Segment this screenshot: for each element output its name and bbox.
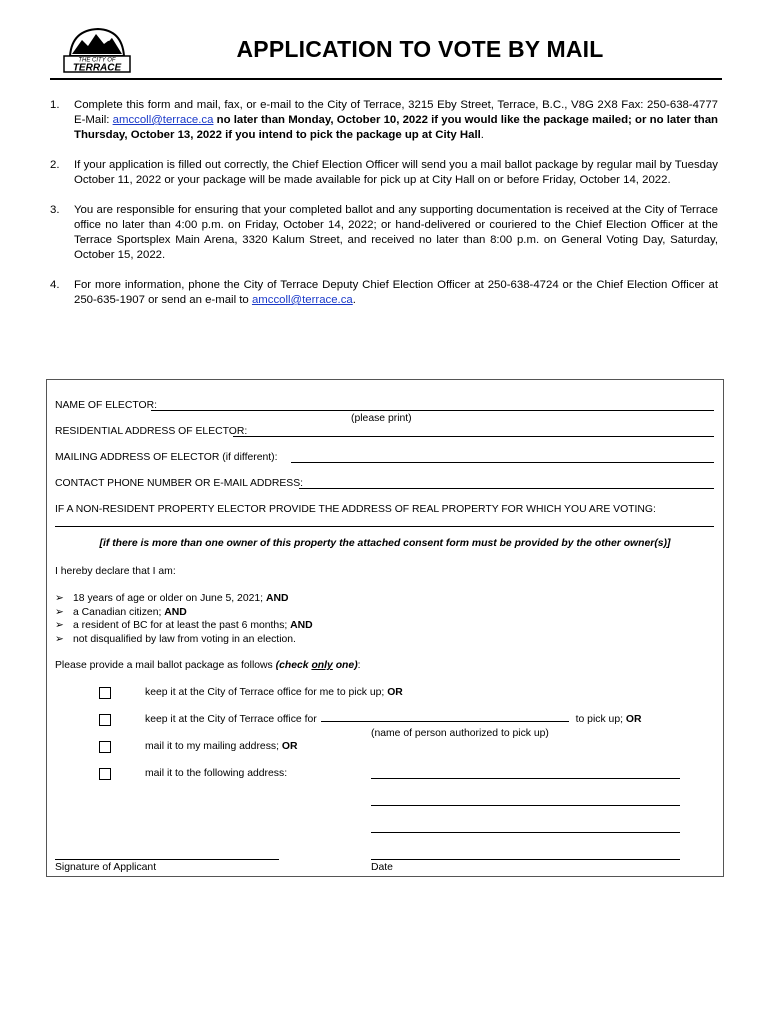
contact-field[interactable] [299, 488, 714, 489]
arrow-bullet-icon: ➢ [55, 606, 64, 618]
option-pickup-self-label: keep it at the City of Terrace office for me to pick up; OR [145, 687, 403, 698]
non-resident-property-field[interactable] [55, 526, 714, 527]
mailing-address-field[interactable] [291, 462, 714, 463]
authorized-person-hint: (name of person authorized to pick up) [371, 728, 549, 739]
delivery-instruction: Please provide a mail ballot package as follows (check only one): [55, 660, 361, 671]
instruction-item-4: 4. For more information, phone the City of Terrace Deputy Chief Election Officer at 250-638-4724 or the Chief Election Officer at 250-635-1907 or send an e-mail to amccoll@terrace.ca. [50, 279, 718, 306]
application-form [46, 379, 724, 877]
option-mail-other-label: mail it to the following address: [145, 768, 288, 779]
eligibility-conditions [55, 592, 313, 646]
option-mail-home-checkbox[interactable] [99, 741, 111, 753]
condition-resident: ➢ a resident of BC for at least the past 6 months; AND [55, 620, 313, 631]
arrow-bullet-icon: ➢ [55, 620, 64, 631]
mailing-address-label: MAILING ADDRESS OF ELECTOR (if different): [55, 452, 278, 463]
alternate-address-line-3[interactable] [371, 832, 680, 833]
instructions-list [50, 98, 718, 323]
owner-consent-notice: [if there is more than one owner of this property the attached consent form must be provided by the other owner(s)] [99, 538, 671, 549]
page-title: APPLICATION TO VOTE BY MAIL [236, 36, 604, 62]
contact-label: CONTACT PHONE NUMBER OR E-MAIL ADDRESS: [55, 478, 304, 489]
condition-age: ➢ 18 years of age or older on June 5, 2021; AND [55, 593, 289, 604]
name-field[interactable] [151, 410, 714, 411]
signature-label: Signature of Applicant [55, 862, 157, 873]
option-pickup-self-checkbox[interactable] [99, 687, 111, 699]
date-label: Date [371, 862, 393, 873]
option-pickup-other-label: keep it at the City of Terrace office for to pick up; OR [145, 714, 642, 725]
condition-not-disqualified: ➢ not disqualified by law from voting in an election. [55, 633, 296, 645]
please-print-hint: (please print) [351, 413, 412, 424]
declaration-heading: I hereby declare that I am: [55, 566, 176, 577]
title-rule [50, 78, 722, 80]
arrow-bullet-icon: ➢ [55, 633, 64, 645]
date-field[interactable] [371, 859, 680, 860]
alternate-address-line-1[interactable] [371, 778, 680, 779]
logo-text-main: TERRACE [72, 62, 122, 74]
instruction-item-2: 2. If your application is filled out correctly, the Chief Election Officer will send you a mail ballot package by regular mail by Tuesday October 11, 2022 or your package will be made available for pick up at City Hall on or before Friday, October 14, 2022. [50, 159, 718, 186]
signature-field[interactable] [55, 859, 279, 860]
condition-citizen: ➢ a Canadian citizen; AND [55, 606, 187, 618]
name-label: NAME OF ELECTOR: [55, 400, 157, 411]
option-mail-home-label: mail it to my mailing address; OR [145, 741, 298, 752]
instruction-item-3: 3. You are responsible for ensuring that your completed ballot and any supporting documentation is received at the City of Terrace office no later than 4:00 p.m. on Friday, October 14, 2022; or hand-delivered or couriered to the Chief Election Officer at the Terrace Sportsplex Main Arena, 3320 Kalum Street, and received no later than 8:00 p.m. on General Voting Day, Saturday, October 15, 2022. [50, 204, 718, 261]
non-resident-label: IF A NON-RESIDENT PROPERTY ELECTOR PROVIDE THE ADDRESS OF REAL PROPERTY FOR WHICH YOU ARE VOTING: [55, 504, 656, 515]
email-link[interactable]: amccoll@terrace.ca [112, 114, 214, 126]
residential-address-label: RESIDENTIAL ADDRESS OF ELECTOR: [55, 426, 248, 437]
logo-text-top: THE CITY OF [78, 57, 116, 64]
option-pickup-other-checkbox[interactable] [99, 714, 111, 726]
city-of-terrace-logo [62, 26, 132, 74]
residential-address-field[interactable] [233, 436, 714, 437]
option-mail-other-checkbox[interactable] [99, 768, 111, 780]
authorized-person-field[interactable] [321, 721, 569, 722]
email-link[interactable]: amccoll@terrace.ca [251, 294, 353, 306]
alternate-address-line-2[interactable] [371, 805, 680, 806]
arrow-bullet-icon: ➢ [55, 593, 64, 604]
instruction-item-1: 1. Complete this form and mail, fax, or e-mail to the City of Terrace, 3215 Eby Street, Terrace, B.C., V8G 2X8 Fax: 250-638-4777 E-Mail: amccoll@terrace.ca no later than Monday, October 10, 2022 if you would like the package mailed; or no later than Thursday, October 13, 2022 if you intend to pick the package up at City Hall. [50, 99, 718, 141]
